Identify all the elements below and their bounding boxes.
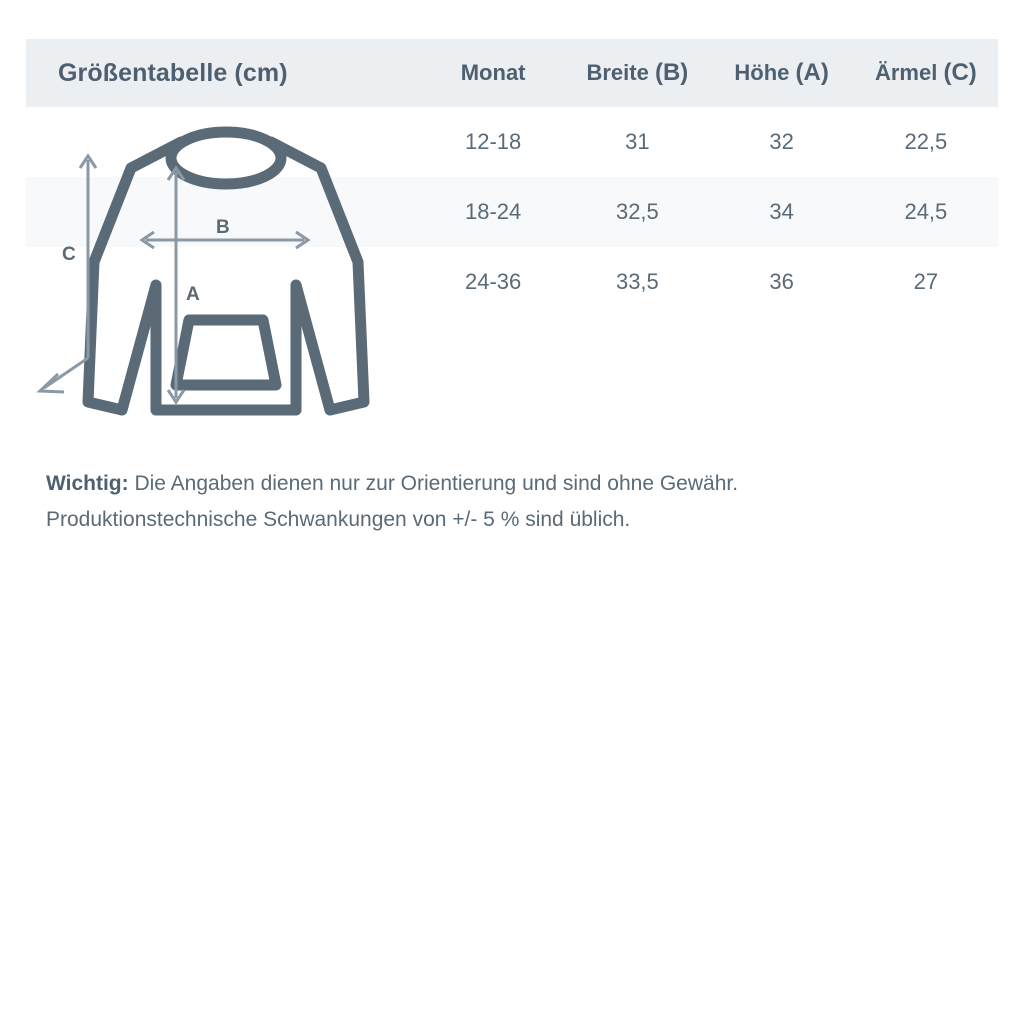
cell-aermel: 27 xyxy=(913,269,939,294)
size-chart-table xyxy=(26,39,998,294)
label-c: C xyxy=(62,244,76,265)
column-header-aermel-dim: (C) xyxy=(943,59,977,86)
disclaimer-line-2: Produktionstechnische Schwankungen von +/- 5 % sind üblich. xyxy=(46,508,631,531)
page-title: Größentabelle (cm) xyxy=(58,58,288,87)
column-header-aermel xyxy=(854,59,998,87)
cell-hoehe: 36 xyxy=(769,269,794,294)
cell-aermel: 24,5 xyxy=(904,199,948,224)
cell-breite: 31 xyxy=(625,129,650,154)
hoodie-icon xyxy=(88,132,364,410)
hood-shape xyxy=(171,132,281,184)
cell-monat: 24-36 xyxy=(464,269,522,294)
cell-hoehe: 32 xyxy=(769,129,794,154)
column-header-monat xyxy=(421,59,565,87)
pocket-shape xyxy=(176,320,276,385)
c-line-diagonal xyxy=(44,358,88,388)
label-a: A xyxy=(186,284,200,305)
cell-aermel: 22,5 xyxy=(904,129,948,154)
disclaimer-note xyxy=(46,466,986,538)
column-header-hoehe-label: Höhe xyxy=(734,60,796,85)
hoodie-diagram-svg xyxy=(26,120,426,450)
column-header-breite-dim: (B) xyxy=(654,59,689,86)
column-header-hoehe xyxy=(710,59,854,87)
label-b: B xyxy=(216,217,230,238)
cell-breite: 32,5 xyxy=(615,199,659,224)
cell-breite: 33,5 xyxy=(615,269,659,294)
column-header-aermel-label: Ärmel xyxy=(874,60,944,85)
cell-hoehe: 34 xyxy=(769,199,794,224)
cell-monat: 12-18 xyxy=(464,129,522,154)
hoodie-illustration xyxy=(26,120,426,450)
table-header-row xyxy=(26,39,998,107)
column-header-hoehe-dim: (A) xyxy=(795,59,829,86)
column-header-breite-label: Breite xyxy=(586,60,655,85)
column-header-breite xyxy=(565,59,709,87)
disclaimer-line-1 xyxy=(46,466,986,502)
disclaimer-text-1: Die Angaben dienen nur zur Orientierung und sind ohne Gewähr. xyxy=(128,472,739,495)
column-header-monat-label: Monat xyxy=(460,60,526,85)
disclaimer-strong: Wichtig: xyxy=(46,472,129,495)
cell-monat: 18-24 xyxy=(464,199,522,224)
